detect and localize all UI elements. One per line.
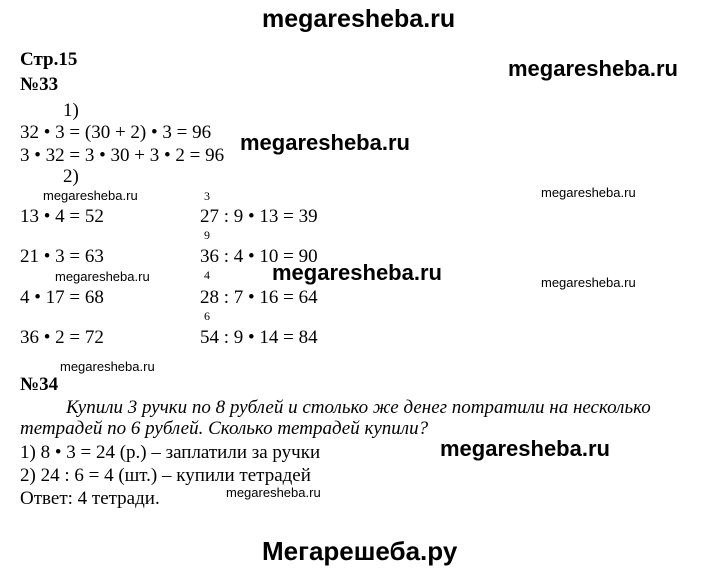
watermark-top: megaresheba.ru bbox=[262, 5, 456, 33]
carry-mark-3: 4 bbox=[204, 268, 210, 282]
task34-number: №34 bbox=[20, 374, 59, 395]
watermark-small-right-2: megaresheba.ru bbox=[541, 275, 636, 290]
expr-right-2: 36 : 4 • 10 = 90 bbox=[200, 246, 318, 267]
task34-problem-line-2: тетрадей по 6 рублей. Сколько тетрадей купили? bbox=[20, 418, 429, 439]
watermark-small-2: megaresheba.ru bbox=[55, 269, 150, 284]
watermark-small-1: megaresheba.ru bbox=[43, 188, 138, 203]
task33-part1-line-1: 32 • 3 = (30 + 2) • 3 = 96 bbox=[20, 122, 212, 143]
expr-left-1: 13 • 4 = 52 bbox=[20, 206, 104, 227]
expr-left-2: 21 • 3 = 63 bbox=[20, 246, 104, 267]
expr-left-4: 36 • 2 = 72 bbox=[20, 327, 104, 348]
carry-mark-1: 3 bbox=[204, 189, 210, 203]
watermark-small-3: megaresheba.ru bbox=[60, 359, 155, 374]
watermark-small-right-1: megaresheba.ru bbox=[541, 185, 636, 200]
task34-answer: Ответ: 4 тетради. bbox=[20, 488, 160, 509]
watermark-mid-3: megaresheba.ru bbox=[440, 436, 610, 461]
task33-part1-label: 1) bbox=[63, 100, 79, 121]
watermark-mid-1: megaresheba.ru bbox=[240, 130, 410, 155]
carry-mark-4: 6 bbox=[204, 309, 210, 323]
expr-right-3: 28 : 7 • 16 = 64 bbox=[200, 287, 318, 308]
task34-step-1: 1) 8 • 3 = 24 (р.) – заплатили за ручки bbox=[20, 442, 321, 463]
carry-mark-2: 9 bbox=[204, 228, 210, 242]
watermark-small-4: megaresheba.ru bbox=[226, 485, 321, 500]
page-label: Стр.15 bbox=[20, 49, 78, 70]
expr-left-3: 4 • 17 = 68 bbox=[20, 287, 104, 308]
expr-right-4: 54 : 9 • 14 = 84 bbox=[200, 327, 318, 348]
task33-part2-label: 2) bbox=[63, 166, 79, 187]
watermark-mid-2: megaresheba.ru bbox=[272, 260, 442, 285]
task33-part1-line-2: 3 • 32 = 3 • 30 + 3 • 2 = 96 bbox=[20, 145, 225, 166]
task34-step-2: 2) 24 : 6 = 4 (шт.) – купили тетрадей bbox=[20, 465, 311, 486]
task33-number: №33 bbox=[20, 74, 59, 95]
task34-problem-line-1: Купили 3 ручки по 8 рублей и столько же денег потратили на несколько bbox=[66, 397, 651, 418]
watermark-right-1: megaresheba.ru bbox=[508, 56, 678, 81]
expr-right-1: 27 : 9 • 13 = 39 bbox=[200, 206, 318, 227]
watermark-footer: Мегарешеба.ру bbox=[262, 536, 458, 566]
